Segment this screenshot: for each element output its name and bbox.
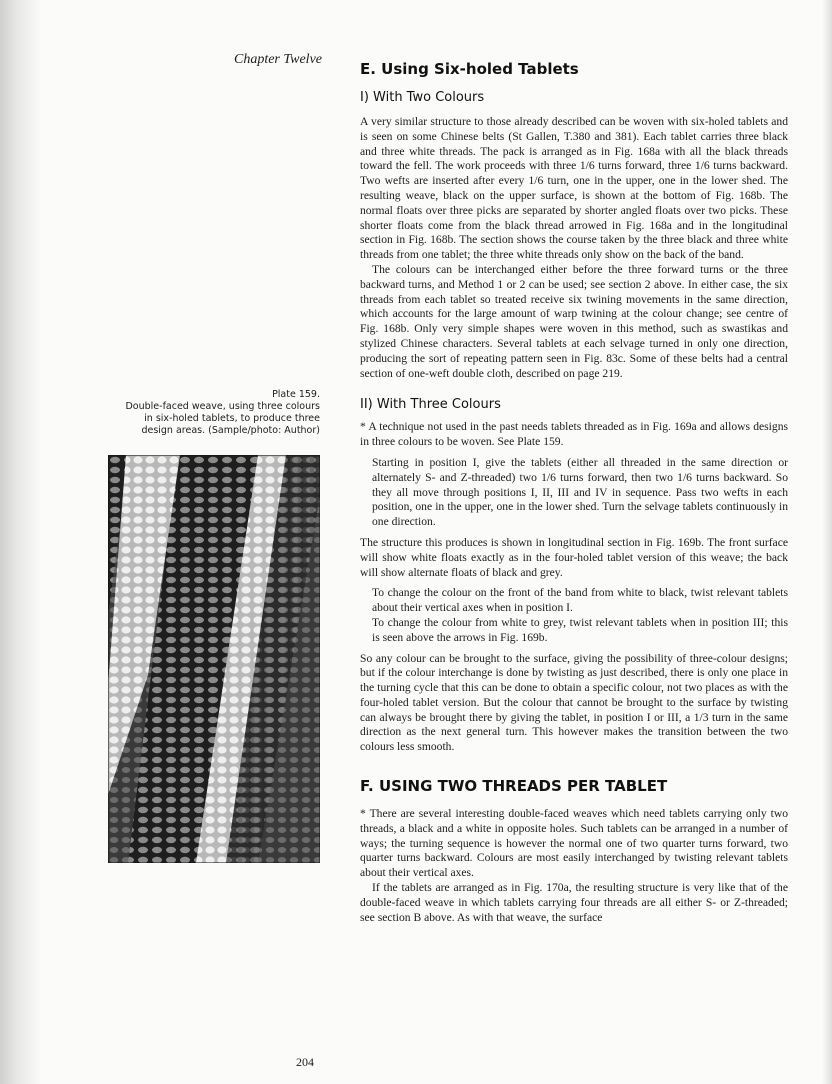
body-paragraph: A very similar structure to those already described can be woven with six-holed tablets and is seen on some Chinese belts (St Gallen, T.380 and 381). Each tablet carries three black and three white threads. The pack is arranged as in Fig. 168a with all the black threads toward the fell. The work proceeds with three 1/6 turns forward, three 1/6 turns backward. Two wefts are inserted after every 1/6 turn, one in the upper, one in the lower shed. The resulting weave, black on the upper surface, is shown at the bottom of Fig. 168b. The normal floats over three picks are separated by shorter angled floats over two picks. These shorter floats come from the black thread arrowed in Fig. 168a and in the longitudinal section in Fig. 168b. The section shows the course taken by the three black and three white threads from one tablet; the three white threads only show on the back of the band. <box>360 115 788 262</box>
running-head: Chapter Twelve <box>233 52 322 67</box>
plate-caption-line: design areas. (Sample/photo: Author) <box>141 425 320 436</box>
section-f-title: F. USING TWO THREADS PER TABLET <box>360 777 668 796</box>
subsection-heading: II) With Three Colours <box>360 397 501 413</box>
plate-caption <box>110 389 320 437</box>
woven-band-photo <box>108 455 320 863</box>
instruction-paragraph: To change the colour on the front of the band from white to black, twist relevant tablets about their vertical axes when in position I. <box>372 586 788 615</box>
subsection-heading: I) With Two Colours <box>360 90 485 105</box>
body-paragraph: If the tablets are arranged as in Fig. 170a, the resulting structure is very like that of the double-faced weave in which tablets carrying four threads are all either S- or Z-threaded; see section B above. As with that weave, the surface <box>360 881 788 924</box>
page-gutter-shadow <box>0 0 42 1084</box>
section-e-title: E. Using Six-holed Tablets <box>360 60 579 78</box>
page-edge-shadow <box>822 0 832 1084</box>
body-paragraph: * There are several interesting double-faced weaves which need tablets carrying only two threads, a black and a white in opposite holes. Such tablets can be arranged in a number of ways; the turning sequence is however the normal one of two quarter turns forward, two quarter turns backward. Colours are most easily interchanged by twisting relevant tablets about their vertical axes. <box>360 807 788 880</box>
plate-caption-line: Double-faced weave, using three colours <box>125 401 320 412</box>
main-column <box>360 60 788 925</box>
plate-caption-line: in six-holed tablets, to produce three <box>144 413 320 424</box>
plate-caption-line: Plate 159. <box>272 389 320 400</box>
plate-photo <box>108 455 320 863</box>
instruction-paragraph: Starting in position I, give the tablets (either all threaded in the same direction or alternately S- and Z-threaded) two 1/6 turns forward, then two 1/6 turns backward. So they all move through positions I, II, III and IV in sequence. Pass two wefts in each position, one in the upper, one in the lower shed. Turn the selvage tablets continuously in one direction. <box>372 455 788 529</box>
body-paragraph: The colours can be interchanged either before the three forward turns or the three backward turns, and Method 1 or 2 can be used; see section 2 above. In either case, the six threads from each tablet so treated receive six twining movements in the same direction, which accounts for the large amount of warp twining at the colour change; see centre of Fig. 168b. Only very simple shapes were woven in this method, such as swastikas and stylized Chinese characters. Several tablets at each selvage turned in only one direction, producing the sort of repeating pattern seen in Fig. 83c. Some of these belts had a central section of one-weft double cloth, described on page 219. <box>360 262 788 380</box>
body-paragraph: * A technique not used in the past needs tablets threaded as in Fig. 169a and allows designs in three colours to be woven. See Plate 159. <box>360 420 788 449</box>
body-paragraph: So any colour can be brought to the surface, giving the possibility of three-colour designs; but if the colour interchange is done by twisting as just described, there is only one place in the turning cycle that this can be done to obtain a specific colour, not two places as with the four-holed tablet version. But the colour that cannot be brought to the surface by twisting can always be brought there by giving the tablet, in position I or III, a 1/3 turn in the same direction as the next general turn. This however makes the transition between the two colours less smooth. <box>360 651 788 754</box>
page-number: 204 <box>296 1055 314 1069</box>
instruction-paragraph: To change the colour from white to grey, twist relevant tablets when in position III; this is seen above the arrows in Fig. 169b. <box>372 615 788 644</box>
body-paragraph: The structure this produces is shown in longitudinal section in Fig. 169b. The front surface will show white floats exactly as in the four-holed tablet version of this weave; the back will show alternate floats of black and grey. <box>360 535 788 579</box>
